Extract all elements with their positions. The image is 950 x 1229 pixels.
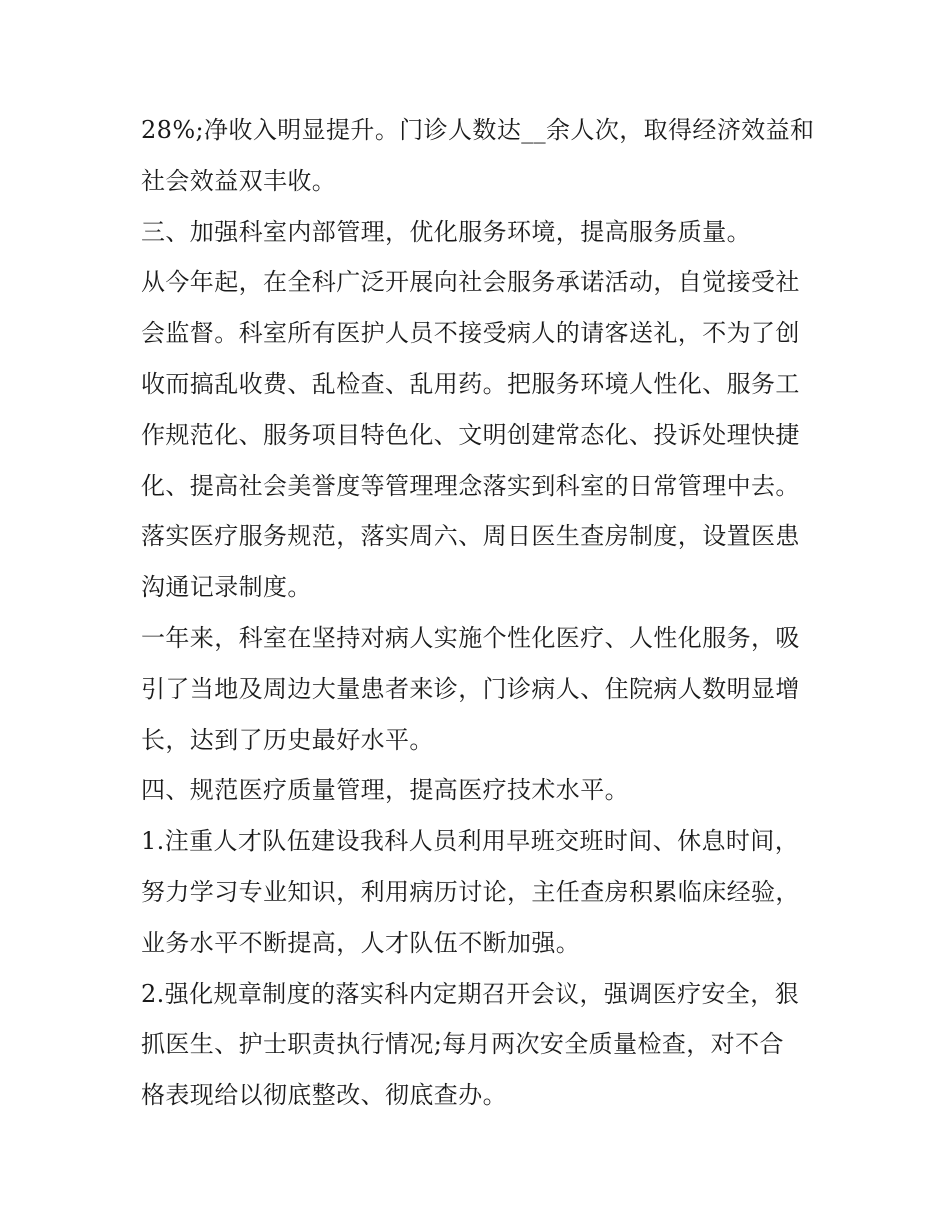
paragraph-line: 一年来，科室在坚持对病人实施个性化医疗、人性化服务，吸	[141, 623, 800, 652]
list-item-line: 业务水平不断提高，人才队伍不断加强。	[141, 928, 581, 957]
paragraph-line: 社会效益双丰收。	[141, 166, 337, 195]
paragraph-line: 从今年起，在全科广泛开展向社会服务承诺活动，自觉接受社	[141, 268, 800, 297]
list-item-line: 格表现给以彻底整改、彻底查办。	[141, 1081, 507, 1110]
document-body	[141, 105, 821, 1121]
list-item-line: 1.注重人才队伍建设我科人员利用早班交班时间、休息时间，	[141, 827, 800, 856]
section-heading: 四、规范医疗质量管理，提高医疗技术水平。	[141, 776, 629, 805]
paragraph-line: 化、提高社会美誉度等管理理念落实到科室的日常管理中去。	[141, 471, 800, 500]
paragraph-line: 收而搞乱收费、乱检查、乱用药。把服务环境人性化、服务工	[141, 369, 800, 398]
list-item-line: 2.强化规章制度的落实科内定期召开会议，强调医疗安全，狠	[141, 979, 800, 1008]
paragraph-line: 作规范化、服务项目特色化、文明创建常态化、投诉处理快捷	[141, 420, 800, 449]
paragraph-line: 长，达到了历史最好水平。	[141, 725, 434, 754]
list-item-line: 努力学习专业知识，利用病历讨论，主任查房积累临床经验，	[141, 877, 800, 906]
paragraph-line: 沟通记录制度。	[141, 573, 312, 602]
paragraph-line: 落实医疗服务规范，落实周六、周日医生查房制度，设置医患	[141, 522, 800, 551]
section-heading: 三、加强科室内部管理，优化服务环境，提高服务质量。	[141, 217, 751, 246]
paragraph-line: 会监督。科室所有医护人员不接受病人的请客送礼，不为了创	[141, 319, 800, 348]
paragraph-line: 引了当地及周边大量患者来诊，门诊病人、住院病人数明显增	[141, 674, 800, 703]
list-item-line: 抓医生、护士职责执行情况;每月两次安全质量检查，对不合	[141, 1030, 784, 1059]
paragraph-line: 28%;净收入明显提升。门诊人数达__余人次，取得经济效益和	[141, 116, 815, 144]
